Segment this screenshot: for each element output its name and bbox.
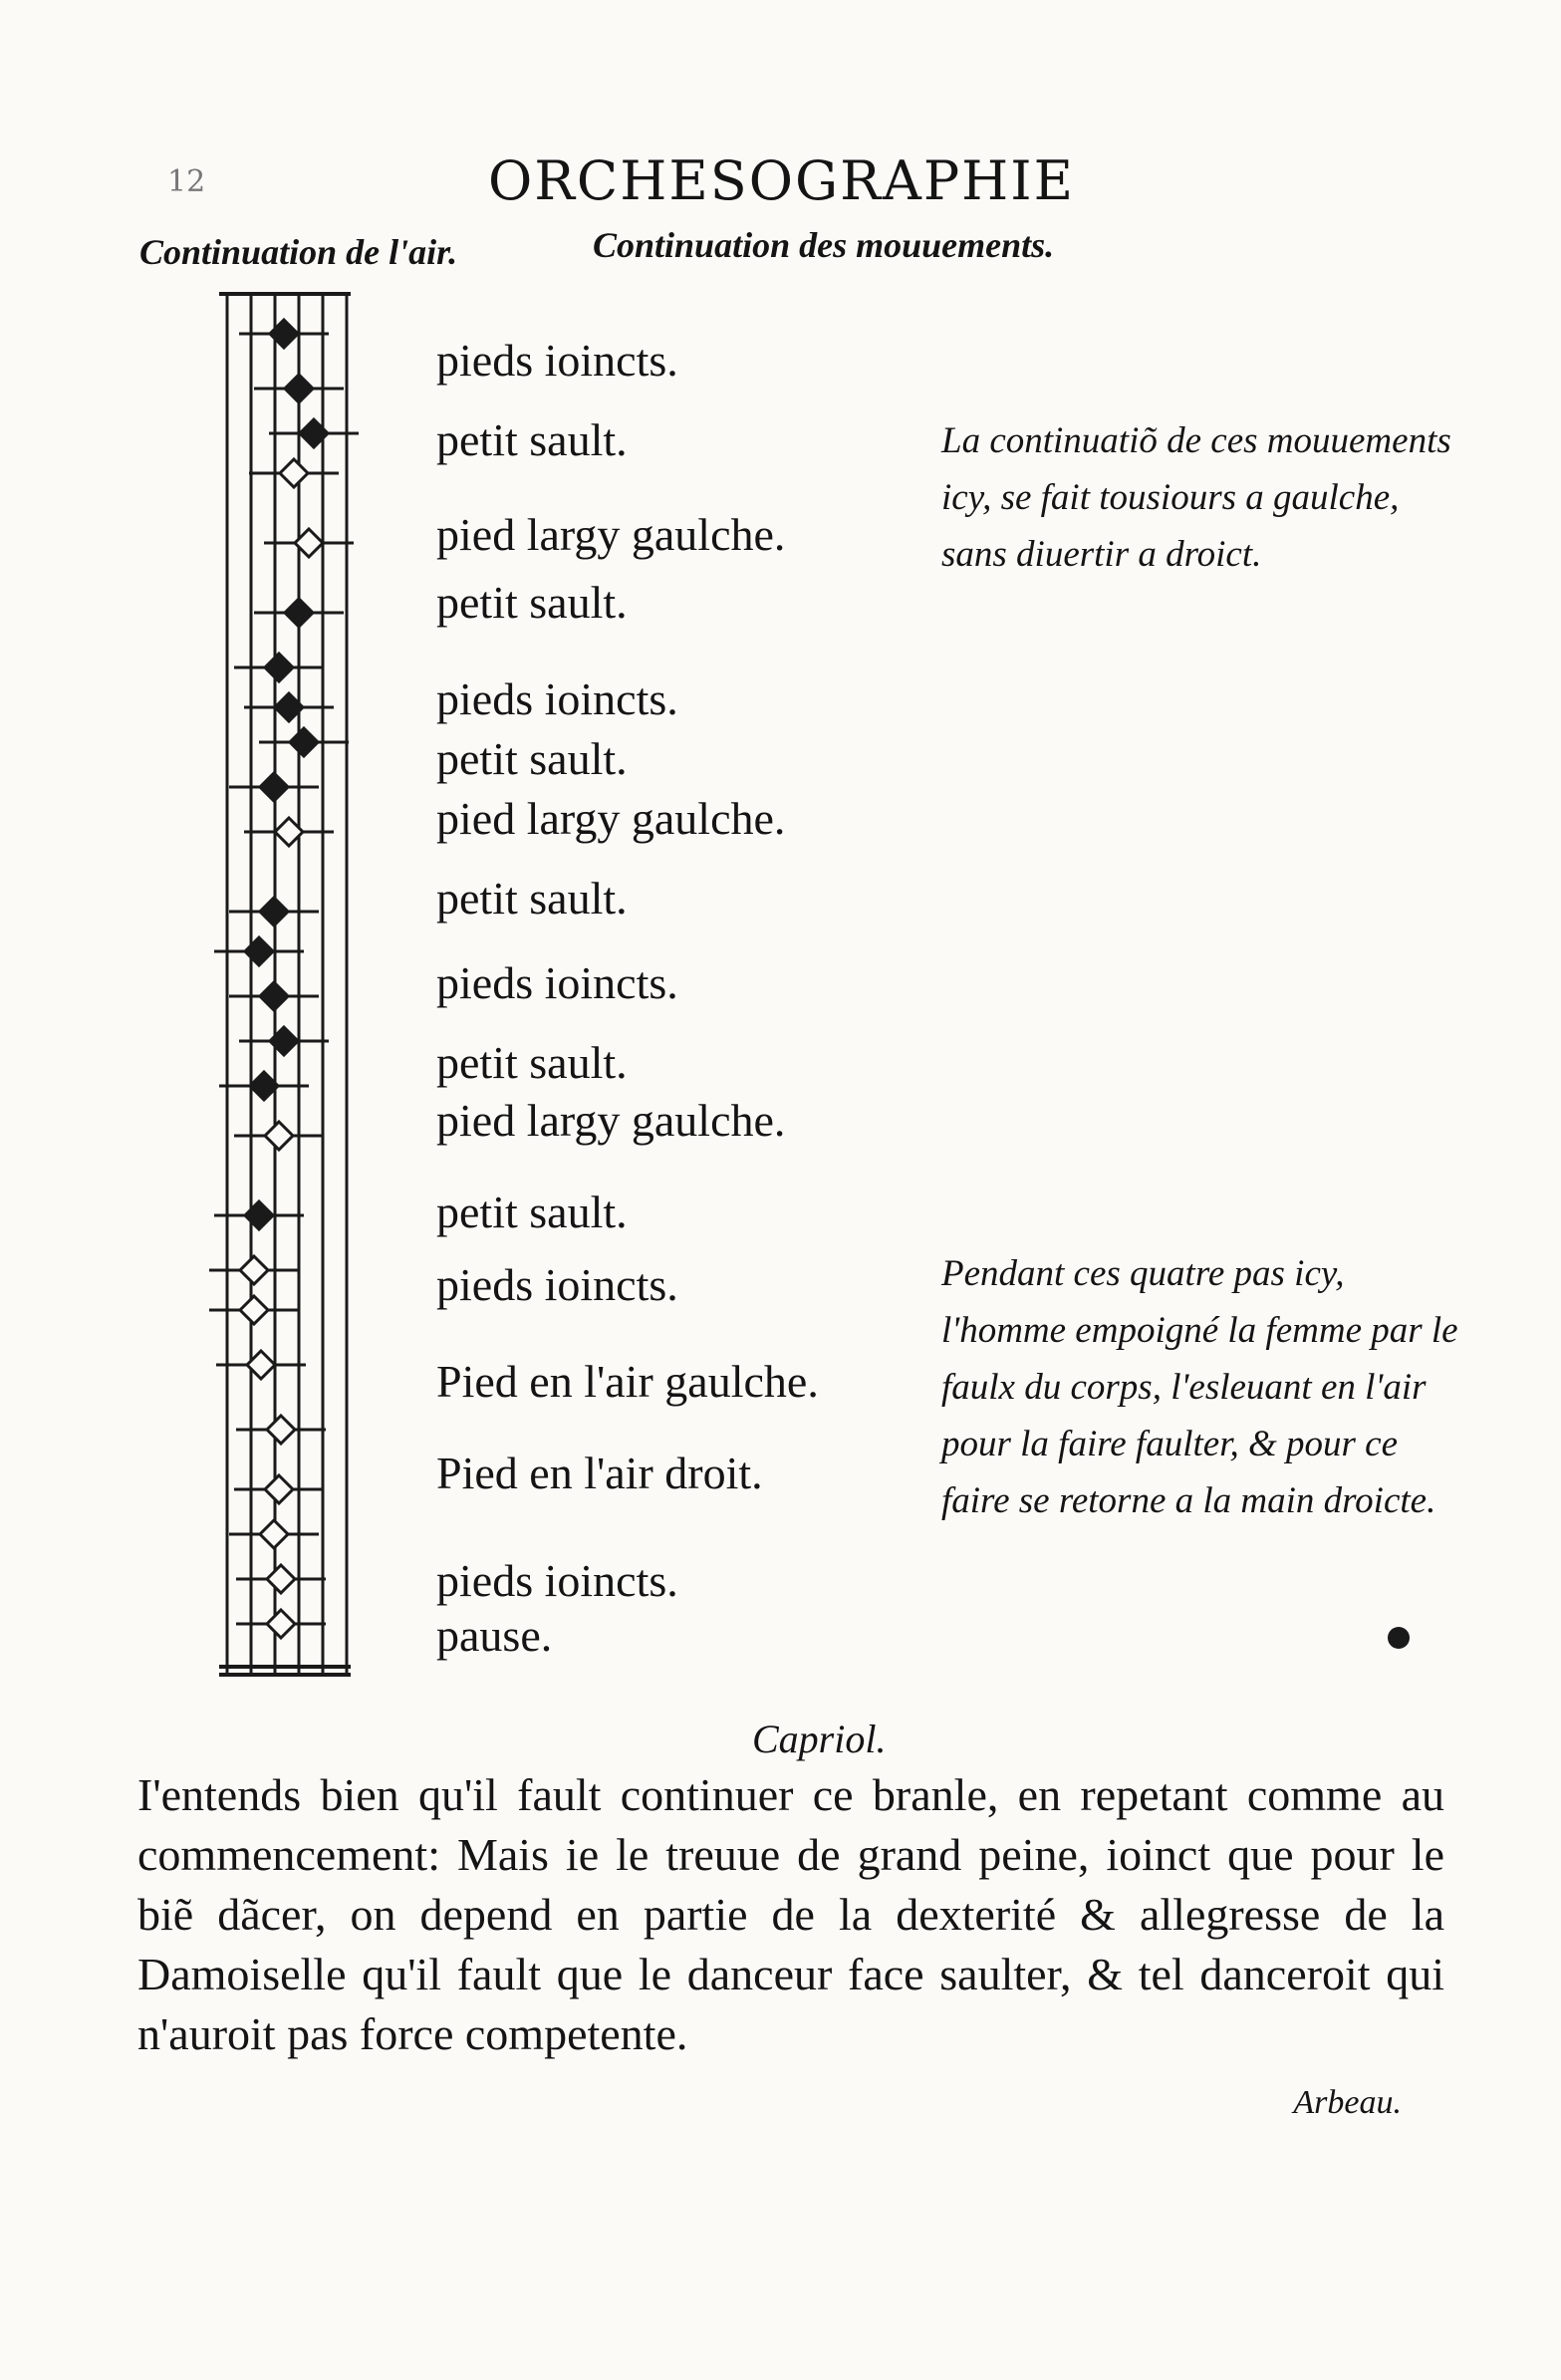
note-head xyxy=(260,773,288,801)
movement-line: pieds ioincts. xyxy=(436,673,678,724)
note-head xyxy=(240,1256,268,1284)
note-head xyxy=(290,728,318,756)
note-head xyxy=(285,599,313,627)
note-head xyxy=(265,654,293,681)
note-head xyxy=(245,1201,273,1229)
note-head xyxy=(265,1122,293,1150)
note-head xyxy=(260,898,288,926)
note-head xyxy=(267,1610,295,1638)
note-head xyxy=(280,459,308,487)
movement-line: Pied en l'air droit. xyxy=(436,1448,763,1498)
dialogue-paragraph: I'entends bien qu'il fault continuer ce branle, en repetant comme au commencement: Mais ie le treuue de grand peine, ioinct que pour le biẽ dãcer, on depend en partie de la dexterité & allegresse de la Damoiselle qu'il fault que le danceur face saulter, & tel danceroit qui n'auroit pas force competente. xyxy=(137,1769,1444,2059)
note-head xyxy=(245,937,273,965)
movement-line: pied largy gaulche. xyxy=(436,509,786,560)
note-head xyxy=(267,1565,295,1593)
movement-line: petit sault. xyxy=(436,1187,628,1237)
page-title: ORCHESOGRAPHIE xyxy=(488,149,1075,212)
air-column-heading: Continuation de l'air. xyxy=(139,232,458,272)
speaker-name: Capriol. xyxy=(752,1717,887,1761)
movement-line: pause. xyxy=(436,1610,553,1661)
catchword: Arbeau. xyxy=(1293,2084,1402,2121)
margin-note-first: La continuatiõ de ces mouuements icy, se fait tousiours a gaulche, sans diuertir a droict. xyxy=(941,420,1451,575)
margin-note-second: Pendant ces quatre pas icy, l'homme empoigné la femme par le faulx du corps, l'esleuant en l'air pour la faire faulter, & pour ce faire se retorne a la main droicte. xyxy=(941,1253,1458,1521)
note-head xyxy=(267,1416,295,1444)
movements-column-heading: Continuation des mouuements. xyxy=(593,225,1055,265)
note-head xyxy=(260,1520,288,1548)
movement-line: pieds ioincts. xyxy=(436,1259,678,1310)
note-head xyxy=(285,375,313,402)
movement-line: petit sault. xyxy=(436,1037,628,1088)
note-head xyxy=(240,1296,268,1324)
movement-line: pied largy gaulche. xyxy=(436,1095,786,1146)
movement-line: pied largy gaulche. xyxy=(436,793,786,844)
page-number: 12 xyxy=(167,164,206,199)
ornament-dot xyxy=(1388,1627,1410,1649)
movement-line: petit sault. xyxy=(436,873,628,924)
movement-line: petit sault. xyxy=(436,733,628,784)
movement-line: Pied en l'air gaulche. xyxy=(436,1356,819,1407)
movement-line: pieds ioincts. xyxy=(436,335,678,386)
note-head xyxy=(265,1475,293,1503)
note-head xyxy=(260,982,288,1010)
movement-line: pieds ioincts. xyxy=(436,957,678,1008)
movement-line: petit sault. xyxy=(436,414,628,465)
music-tablature xyxy=(199,284,369,1689)
movement-line: petit sault. xyxy=(436,577,628,628)
movement-line: pieds ioincts. xyxy=(436,1555,678,1606)
